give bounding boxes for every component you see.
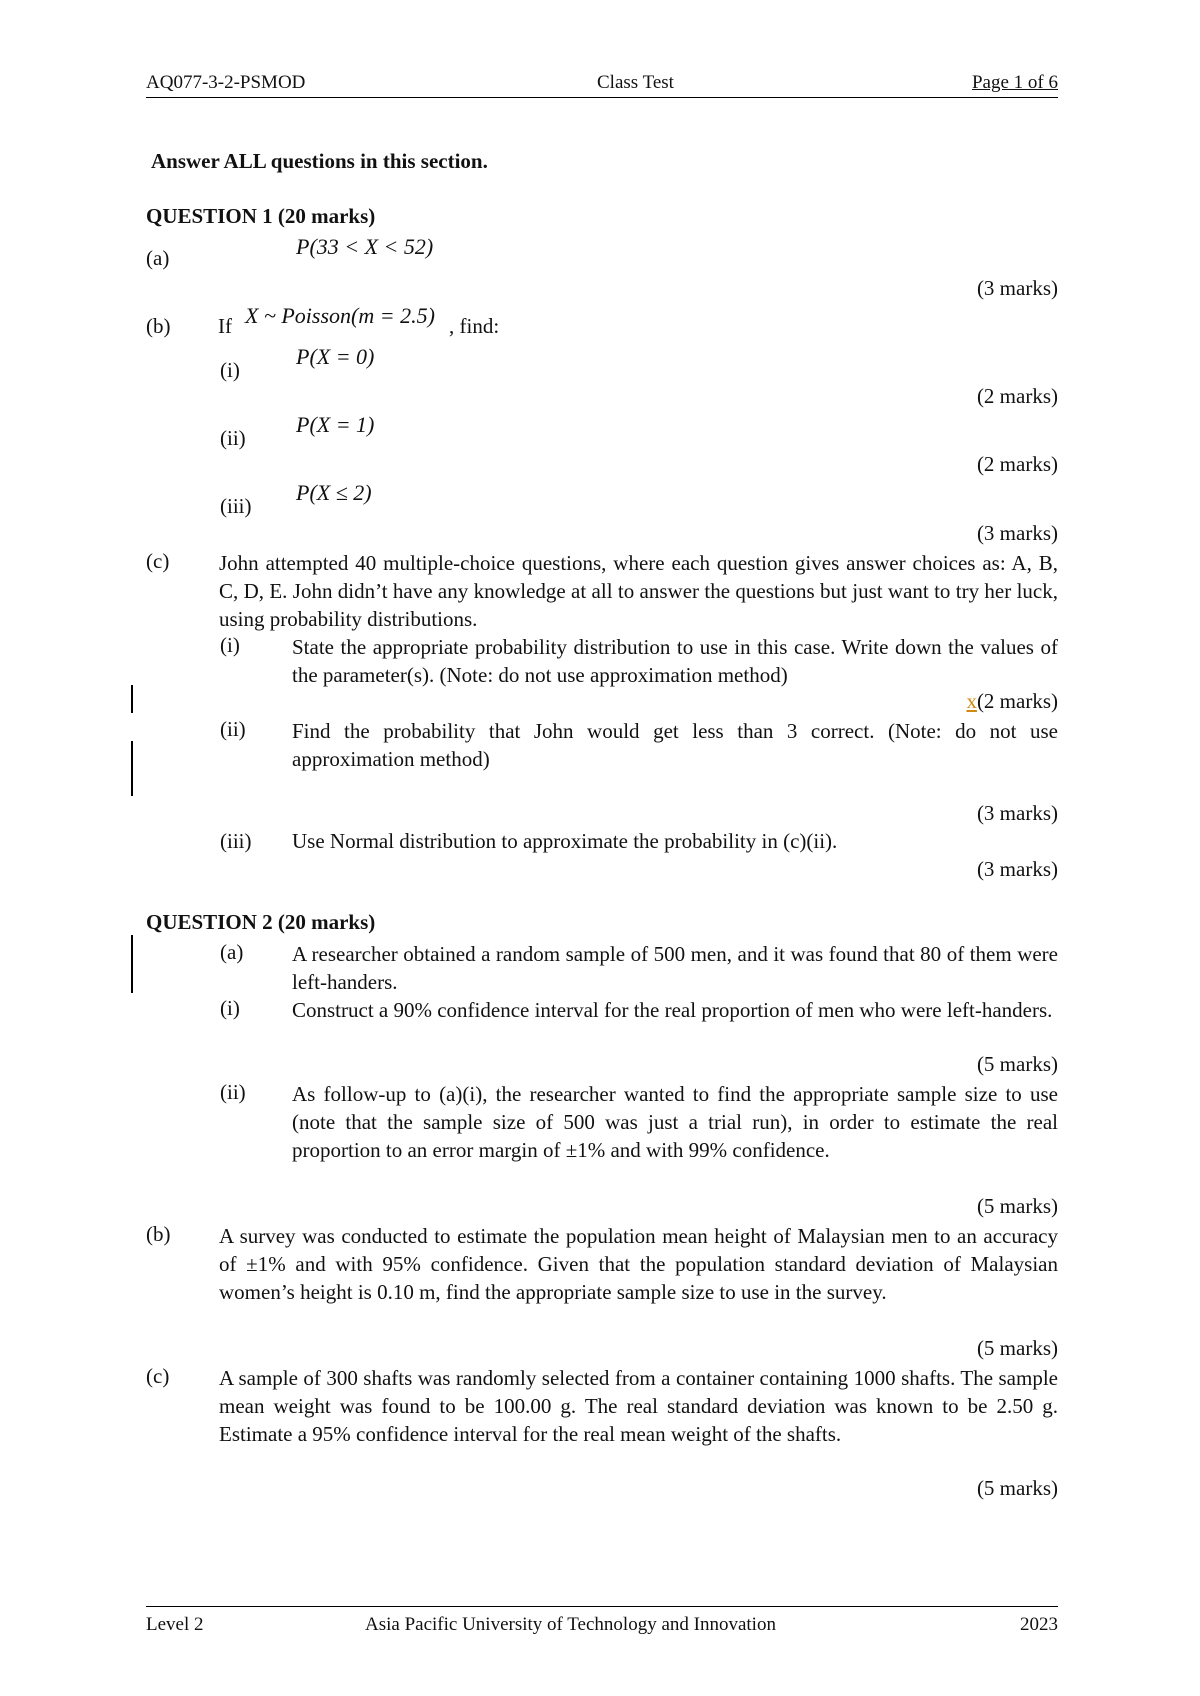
- revision-bar: [131, 741, 133, 796]
- q1b-ii-label: (ii): [220, 426, 246, 450]
- q1c-text: John attempted 40 multiple-choice questions, where each question gives answer choices as: A, B, C, D, E. John didn’t have any knowledge at all to answer the questions but just want to try her luck, using probability distributions.: [219, 551, 1058, 631]
- q1c-ii-marks: (3 marks): [976, 801, 1058, 825]
- footer-rule: [146, 1606, 1058, 1607]
- q1b-i-label: (i): [220, 358, 240, 382]
- q1a-marks: (3 marks): [976, 276, 1058, 300]
- q2c-label: (c): [146, 1364, 170, 1388]
- q1b-iii-expression: P(X ≤ 2): [296, 480, 372, 505]
- footer-year: 2023: [1020, 1614, 1058, 1635]
- q1c-label: (c): [146, 549, 170, 573]
- header-page-number: Page 1 of 6: [971, 72, 1058, 93]
- q2a-i-text: Construct a 90% confidence interval for the real proportion of men who were left-handers.: [292, 998, 1053, 1022]
- footer-institution: Asia Pacific University of Technology and Innovation: [365, 1614, 776, 1635]
- q2a-ii-text: As follow-up to (a)(i), the researcher wanted to find the appropriate sample size to use (note that the sample size of 500 was just a trial run), in order to estimate the real proportion to an error margin of ±1% and with 99% confidence.: [292, 1082, 1058, 1162]
- header-title: Class Test: [597, 72, 674, 93]
- q1b-ii-marks: (2 marks): [976, 452, 1058, 476]
- q2a-ii-label: (ii): [220, 1080, 246, 1104]
- q1b-label: (b): [146, 314, 171, 338]
- q1c-i-marks: (2 marks): [976, 689, 1058, 713]
- q2c-marks: (5 marks): [976, 1476, 1058, 1500]
- revision-bar: [131, 685, 133, 713]
- q2a-i-label: (i): [220, 996, 240, 1020]
- q1c-i-label: (i): [220, 633, 240, 657]
- q1a-expression: P(33 < X < 52): [296, 234, 434, 259]
- q1a-label: (a): [146, 246, 170, 270]
- q1c-i-marks-line: [966, 689, 1058, 714]
- q2a-i-marks: (5 marks): [976, 1052, 1058, 1076]
- q2b-text: A survey was conducted to estimate the population mean height of Malaysian men to an accuracy of ±1% and with 95% confidence. Given that the population standard deviation of Malaysian women’s height is 0.10 m, find the appropriate sample size to use in the survey.: [219, 1224, 1058, 1304]
- q1c-iii-label: (iii): [220, 829, 252, 853]
- header-rule: [146, 97, 1058, 98]
- q1b-iii-marks: (3 marks): [976, 521, 1058, 545]
- question-1-title: QUESTION 1 (20 marks): [146, 204, 376, 228]
- comment-marker: x: [966, 689, 977, 713]
- q1c-i-text: State the appropriate probability distribution to use in this case. Write down the values of the parameter(s). (Note: do not use approximation method): [292, 635, 1058, 687]
- q1c-iii-text: Use Normal distribution to approximate the probability in (c)(ii).: [292, 829, 838, 853]
- q1b-i-expression: P(X = 0): [296, 344, 375, 369]
- q1b-i-marks: (2 marks): [976, 384, 1058, 408]
- q1b-ii-expression: P(X = 1): [296, 412, 375, 437]
- q1c-ii-label: (ii): [220, 717, 246, 741]
- q1b-distribution: X ~ Poisson(m = 2.5): [245, 303, 435, 328]
- instruction: Answer ALL questions in this section.: [151, 149, 488, 173]
- q1b-if-text: If: [218, 314, 232, 338]
- q2a-text: A researcher obtained a random sample of 500 men, and it was found that 80 of them were left-handers.: [292, 942, 1058, 994]
- q2b-marks: (5 marks): [976, 1336, 1058, 1360]
- question-2-title: QUESTION 2 (20 marks): [146, 910, 376, 934]
- q2c-text: A sample of 300 shafts was randomly selected from a container containing 1000 shafts. The sample mean weight was found to be 100.00 g. The real standard deviation was known to be 2.50 g. Estimate a 95% confidence interval for the real mean weight of the shafts.: [219, 1366, 1058, 1446]
- q2a-ii-marks: (5 marks): [976, 1194, 1058, 1218]
- q1b-iii-label: (iii): [220, 494, 252, 518]
- q1b-find-text: , find:: [449, 314, 500, 338]
- q2b-label: (b): [146, 1222, 171, 1246]
- footer-level: Level 2: [146, 1614, 204, 1635]
- q1c-iii-marks: (3 marks): [976, 857, 1058, 881]
- header-course-code: AQ077-3-2-PSMOD: [146, 72, 306, 93]
- q1c-ii-text: Find the probability that John would get less than 3 correct. (Note: do not use approximation method): [292, 719, 1058, 771]
- q2a-label: (a): [220, 940, 244, 964]
- revision-bar: [131, 935, 133, 993]
